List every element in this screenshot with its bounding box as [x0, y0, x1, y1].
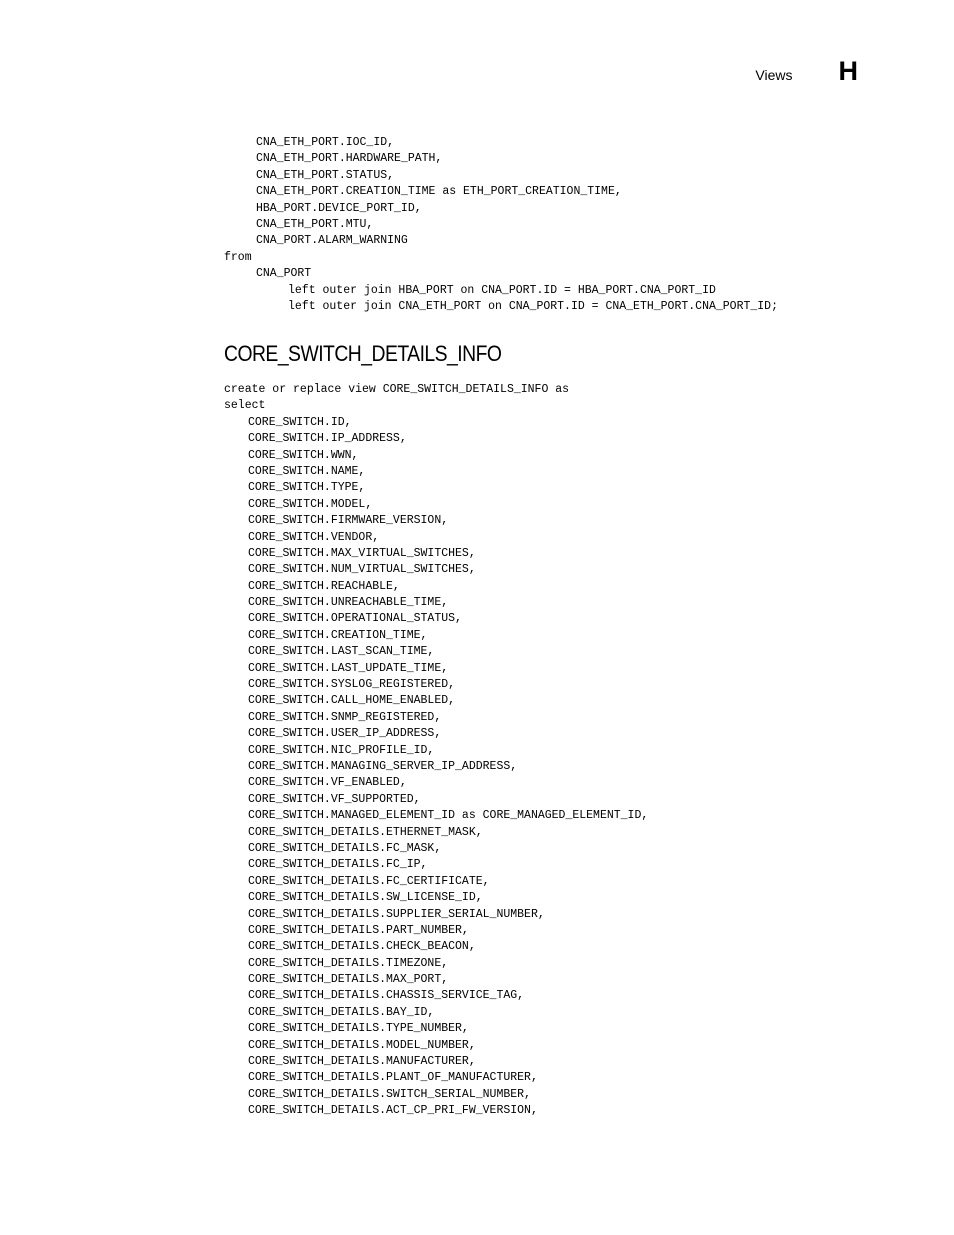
code-line: CORE_SWITCH.MODEL,: [248, 497, 373, 511]
code-line: CORE_SWITCH.SYSLOG_REGISTERED,: [248, 678, 456, 692]
code-line: CORE_SWITCH.WWN,: [248, 448, 359, 462]
code-line: left outer join CNA_ETH_PORT on CNA_PORT.ID = CNA_ETH_PORT.CNA_PORT_ID;: [288, 299, 778, 313]
code-line: CNA_ETH_PORT.MTU,: [256, 217, 374, 231]
code-line: HBA_PORT.DEVICE_PORT_ID,: [256, 201, 422, 215]
code-line: CNA_ETH_PORT.HARDWARE_PATH,: [256, 152, 443, 166]
code-line: CNA_ETH_PORT.IOC_ID,: [256, 136, 395, 149]
code-line: CORE_SWITCH_DETAILS.FC_IP,: [248, 858, 428, 872]
code-line: CORE_SWITCH.NUM_VIRTUAL_SWITCHES,: [248, 563, 476, 577]
code-line: CORE_SWITCH.NAME,: [248, 464, 366, 478]
code-line: CORE_SWITCH.LAST_UPDATE_TIME,: [248, 661, 449, 675]
code-line: create or replace view CORE_SWITCH_DETAILS_INFO as: [224, 383, 570, 396]
code-line: CNA_ETH_PORT.CREATION_TIME as ETH_PORT_CREATION_TIME,: [256, 185, 622, 199]
code-line: CORE_SWITCH_DETAILS.SW_LICENSE_ID,: [248, 891, 483, 905]
code-line: CORE_SWITCH.USER_IP_ADDRESS,: [248, 727, 442, 741]
code-line: CORE_SWITCH.UNREACHABLE_TIME,: [248, 596, 449, 610]
code-line: CORE_SWITCH.MANAGED_ELEMENT_ID as CORE_MANAGED_ELEMENT_ID,: [248, 809, 649, 823]
code-line: CORE_SWITCH_DETAILS.MAX_PORT,: [248, 973, 449, 987]
code-line: CNA_PORT.ALARM_WARNING: [256, 234, 408, 248]
code-line: CORE_SWITCH_DETAILS.ACT_CP_PRI_FW_VERSION,: [248, 1104, 538, 1118]
code-line: select: [224, 399, 266, 413]
code-line: CORE_SWITCH.MAX_VIRTUAL_SWITCHES,: [248, 546, 476, 560]
code-line: CORE_SWITCH.VENDOR,: [248, 530, 380, 544]
code-line: CORE_SWITCH.SNMP_REGISTERED,: [248, 710, 442, 724]
running-header: [755, 56, 858, 87]
code-line: CORE_SWITCH_DETAILS.TYPE_NUMBER,: [248, 1022, 469, 1036]
code-line: CORE_SWITCH_DETAILS.SUPPLIER_SERIAL_NUMBER,: [248, 907, 545, 921]
code-line: left outer join HBA_PORT on CNA_PORT.ID = HBA_PORT.CNA_PORT_ID: [288, 283, 716, 297]
code-block-cna-port-view: [224, 135, 778, 315]
code-line: CORE_SWITCH.VF_ENABLED,: [248, 776, 407, 790]
code-line: CORE_SWITCH_DETAILS.MODEL_NUMBER,: [248, 1038, 476, 1052]
code-line: CORE_SWITCH_DETAILS.PART_NUMBER,: [248, 923, 469, 937]
code-line: CORE_SWITCH.MANAGING_SERVER_IP_ADDRESS,: [248, 759, 518, 773]
code-line: CORE_SWITCH_DETAILS.SWITCH_SERIAL_NUMBER,: [248, 1087, 531, 1101]
code-line: CORE_SWITCH.CREATION_TIME,: [248, 628, 428, 642]
code-line: CORE_SWITCH.NIC_PROFILE_ID,: [248, 743, 435, 757]
header-appendix-letter: H: [838, 56, 858, 86]
code-line: CORE_SWITCH_DETAILS.PLANT_OF_MANUFACTURER,: [248, 1071, 538, 1085]
header-section-name: Views: [755, 67, 793, 83]
code-line: CNA_ETH_PORT.STATUS,: [256, 168, 395, 182]
code-line: CORE_SWITCH_DETAILS.CHASSIS_SERVICE_TAG,: [248, 989, 525, 1003]
code-line: CORE_SWITCH_DETAILS.CHECK_BEACON,: [248, 940, 476, 954]
code-line: CORE_SWITCH.REACHABLE,: [248, 579, 400, 593]
code-line: CNA_PORT: [256, 267, 312, 281]
code-line: CORE_SWITCH.CALL_HOME_ENABLED,: [248, 694, 456, 708]
code-line: CORE_SWITCH_DETAILS.ETHERNET_MASK,: [248, 825, 483, 839]
code-line: CORE_SWITCH.IP_ADDRESS,: [248, 432, 407, 446]
code-line: CORE_SWITCH.LAST_SCAN_TIME,: [248, 645, 435, 659]
code-line: CORE_SWITCH.FIRMWARE_VERSION,: [248, 514, 449, 528]
code-line: CORE_SWITCH.ID,: [248, 415, 352, 429]
code-line: CORE_SWITCH.TYPE,: [248, 481, 366, 495]
code-line: CORE_SWITCH.VF_SUPPORTED,: [248, 792, 421, 806]
code-block-core-switch-details-info: [224, 382, 648, 1120]
code-line: from: [224, 250, 252, 264]
code-line: CORE_SWITCH_DETAILS.FC_MASK,: [248, 841, 442, 855]
code-line: CORE_SWITCH.OPERATIONAL_STATUS,: [248, 612, 462, 626]
code-line: CORE_SWITCH_DETAILS.TIMEZONE,: [248, 956, 449, 970]
code-line: CORE_SWITCH_DETAILS.BAY_ID,: [248, 1005, 435, 1019]
code-line: CORE_SWITCH_DETAILS.FC_CERTIFICATE,: [248, 874, 490, 888]
code-line: CORE_SWITCH_DETAILS.MANUFACTURER,: [248, 1055, 476, 1069]
section-heading: CORE_SWITCH_DETAILS_INFO: [224, 341, 502, 366]
